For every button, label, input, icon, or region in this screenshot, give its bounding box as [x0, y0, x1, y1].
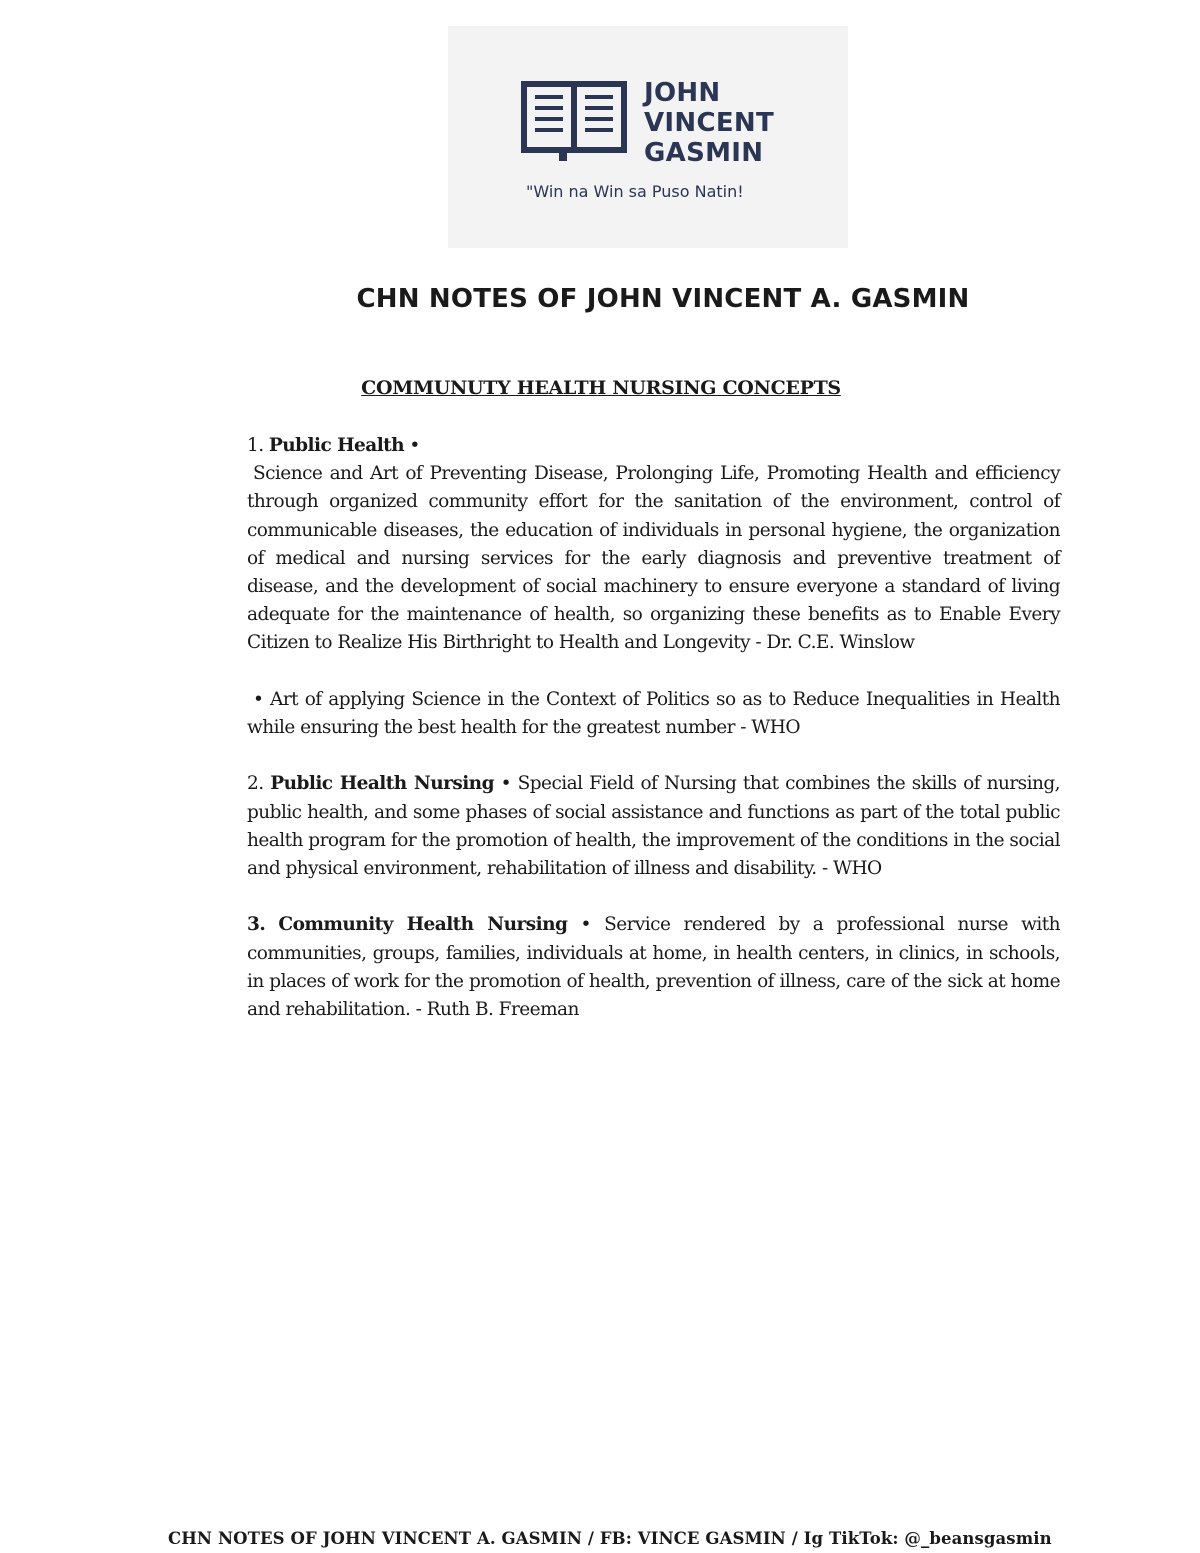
bullet: • [409, 435, 420, 456]
open-book-icon [521, 81, 627, 163]
item-number: 3. [247, 914, 266, 936]
logo-tagline: "Win na Win sa Puso Natin! [526, 182, 744, 201]
section-title: COMMUNUTY HEALTH NURSING CONCEPTS [361, 377, 841, 399]
page-footer: CHN NOTES OF JOHN VINCENT A. GASMIN / FB: VINCE GASMIN / Ig TikTok: @_beansgasmin [168, 1529, 1052, 1548]
item-definition: • Art of applying Science in the Context of Politics so as to Reduce Inequalities in Health while ensuring the best health for the greatest number - WHO [247, 688, 1060, 739]
item-heading: Public Health [268, 435, 405, 456]
logo-name-line: JOHN [644, 78, 721, 108]
concept-public-health [247, 432, 1060, 658]
concept-public-health-who [247, 686, 1060, 742]
logo [448, 26, 848, 248]
item-definition: Science and Art of Preventing Disease, Prolonging Life, Promoting Health and efficiency through organized community effort for the sanitation of the environment, control of communicable diseases, the education of individuals in personal hygiene, the organization of medical and nursing services for the early diagnosis and preventive treatment of disease, and the development of social machinery to ensure everyone a standard of living adequate for the maintenance of health, so organizing these benefits as to Enable Every Citizen to Realize His Birthright to Health and Longevity - Dr. C.E. Winslow [247, 463, 1060, 654]
bullet: • [500, 773, 511, 795]
item-heading: Public Health Nursing [270, 773, 494, 795]
bullet: • [580, 914, 591, 936]
logo-name-line: GASMIN [644, 138, 764, 168]
item-number: 1. [247, 435, 264, 456]
item-number: 2. [247, 773, 264, 795]
item-definition: Special Field of Nursing that combines the skills of nursing, public health, and some phases of social assistance and functions as part of the total public health program for the promotion of health, the improvement of the conditions in the social and physical environment, rehabilitation of illness and disability. - WHO [247, 773, 1060, 880]
concept-community-health-nursing [247, 911, 1060, 1024]
logo-name [644, 78, 774, 168]
item-heading: Community Health Nursing [278, 914, 568, 936]
logo-name-line: VINCENT [644, 108, 774, 138]
document-title: CHN NOTES OF JOHN VINCENT A. GASMIN [356, 284, 970, 314]
document-body [247, 432, 1060, 1052]
item-definition: Service rendered by a professional nurse with communities, groups, families, individuals at home, in health centers, in clinics, in schools, in places of work for the promotion of health, prevention of illness, care of the sick at home and rehabilitation. - Ruth B. Freeman [247, 914, 1060, 1021]
concept-public-health-nursing [247, 770, 1060, 883]
